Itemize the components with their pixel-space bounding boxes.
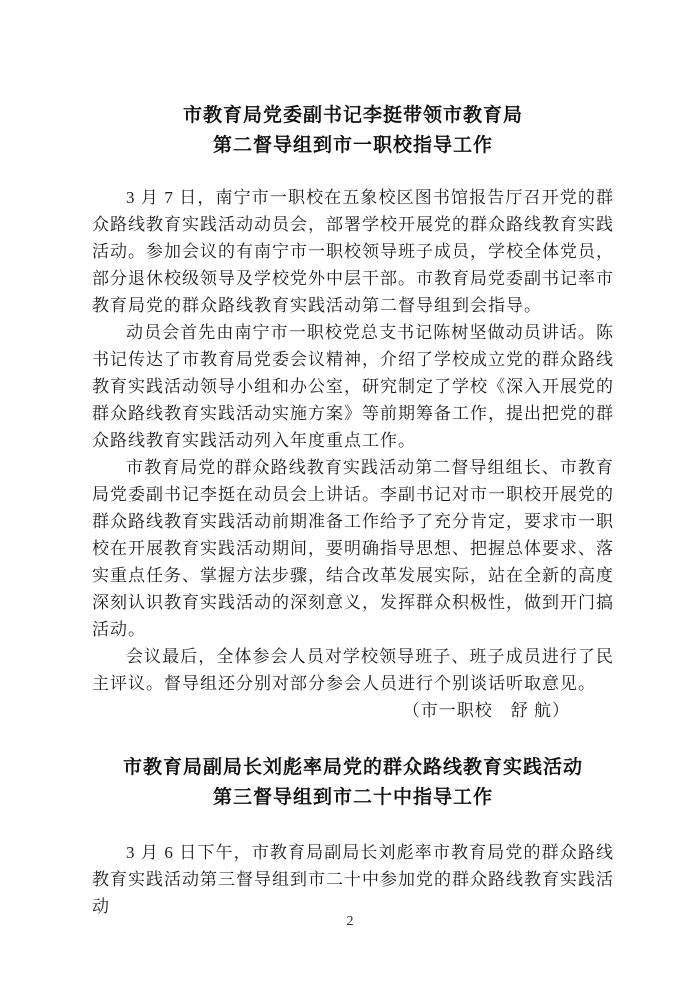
article-1-title [92,101,614,161]
article-1-paragraph-2: 动员会首先由南宁市一职校党总支书记陈树坚做动员讲话。陈书记传达了市教育局党委会议精神，介绍了学校成立党的群众路线教育实践活动领导小组和办公室，研究制定了学校《深入开展党的群众路线教育实践活动实施方案》等前期筹备工作，提出把党的群众路线教育实践活动列入年度重点工作。 [92,323,614,450]
article-2-title-line-2: 第三督导组到市二十中指导工作 [212,787,493,808]
article-2-title [92,753,614,813]
page-number: 2 [346,914,354,929]
text-column [92,0,614,920]
article-1-paragraph-3: 市教育局党的群众路线教育实践活动第二督导组组长、市教育局党委副书记李挺在动员会上讲话。李副书记对市一职校开展党的群众路线教育实践活动前期准备工作给予了充分肯定，要求市一职校在开展教育实践活动期间，要明确指导思想、把握总体要求、落实重点任务、掌握方法步骤，结合改革发展实际，站在全新的高度深刻认识教育实践活动的深刻意义，发挥群众积极性，做到开门搞活动。 [92,458,614,639]
article-1-title-line-1: 市教育局党委副书记李挺带领市教育局 [182,105,523,126]
article-2-paragraph-1: 3 月 6 日下午，市教育局副局长刘彪率市教育局党的群众路线教育实践活动第三督导组到市二十中参加党的群众路线教育实践活动 [92,843,614,916]
article-1-paragraph-1: 3 月 7 日，南宁市一职校在五象校区图书馆报告厅召开党的群众路线教育实践活动动员会，部署学校开展党的群众路线教育实践活动。参加会议的有南宁市一职校领导班子成员，学校全体党员，部分退休校级领导及学校党外中层干部。市教育局党委副书记率市教育局党的群众路线教育实践活动第二督导组到会指导。 [92,188,614,315]
article-1-title-line-2: 第二督导组到市一职校指导工作 [212,135,493,156]
article-1-signature: （市一职校 舒 航） [402,701,570,720]
article-2-title-line-1: 市教育局副局长刘彪率局党的群众路线教育实践活动 [122,757,583,778]
article-1-paragraph-4: 会议最后，全体参会人员对学校领导班子、班子成员进行了民主评议。督导组还分别对部分参会人员进行个别谈话听取意见。 [92,647,614,693]
